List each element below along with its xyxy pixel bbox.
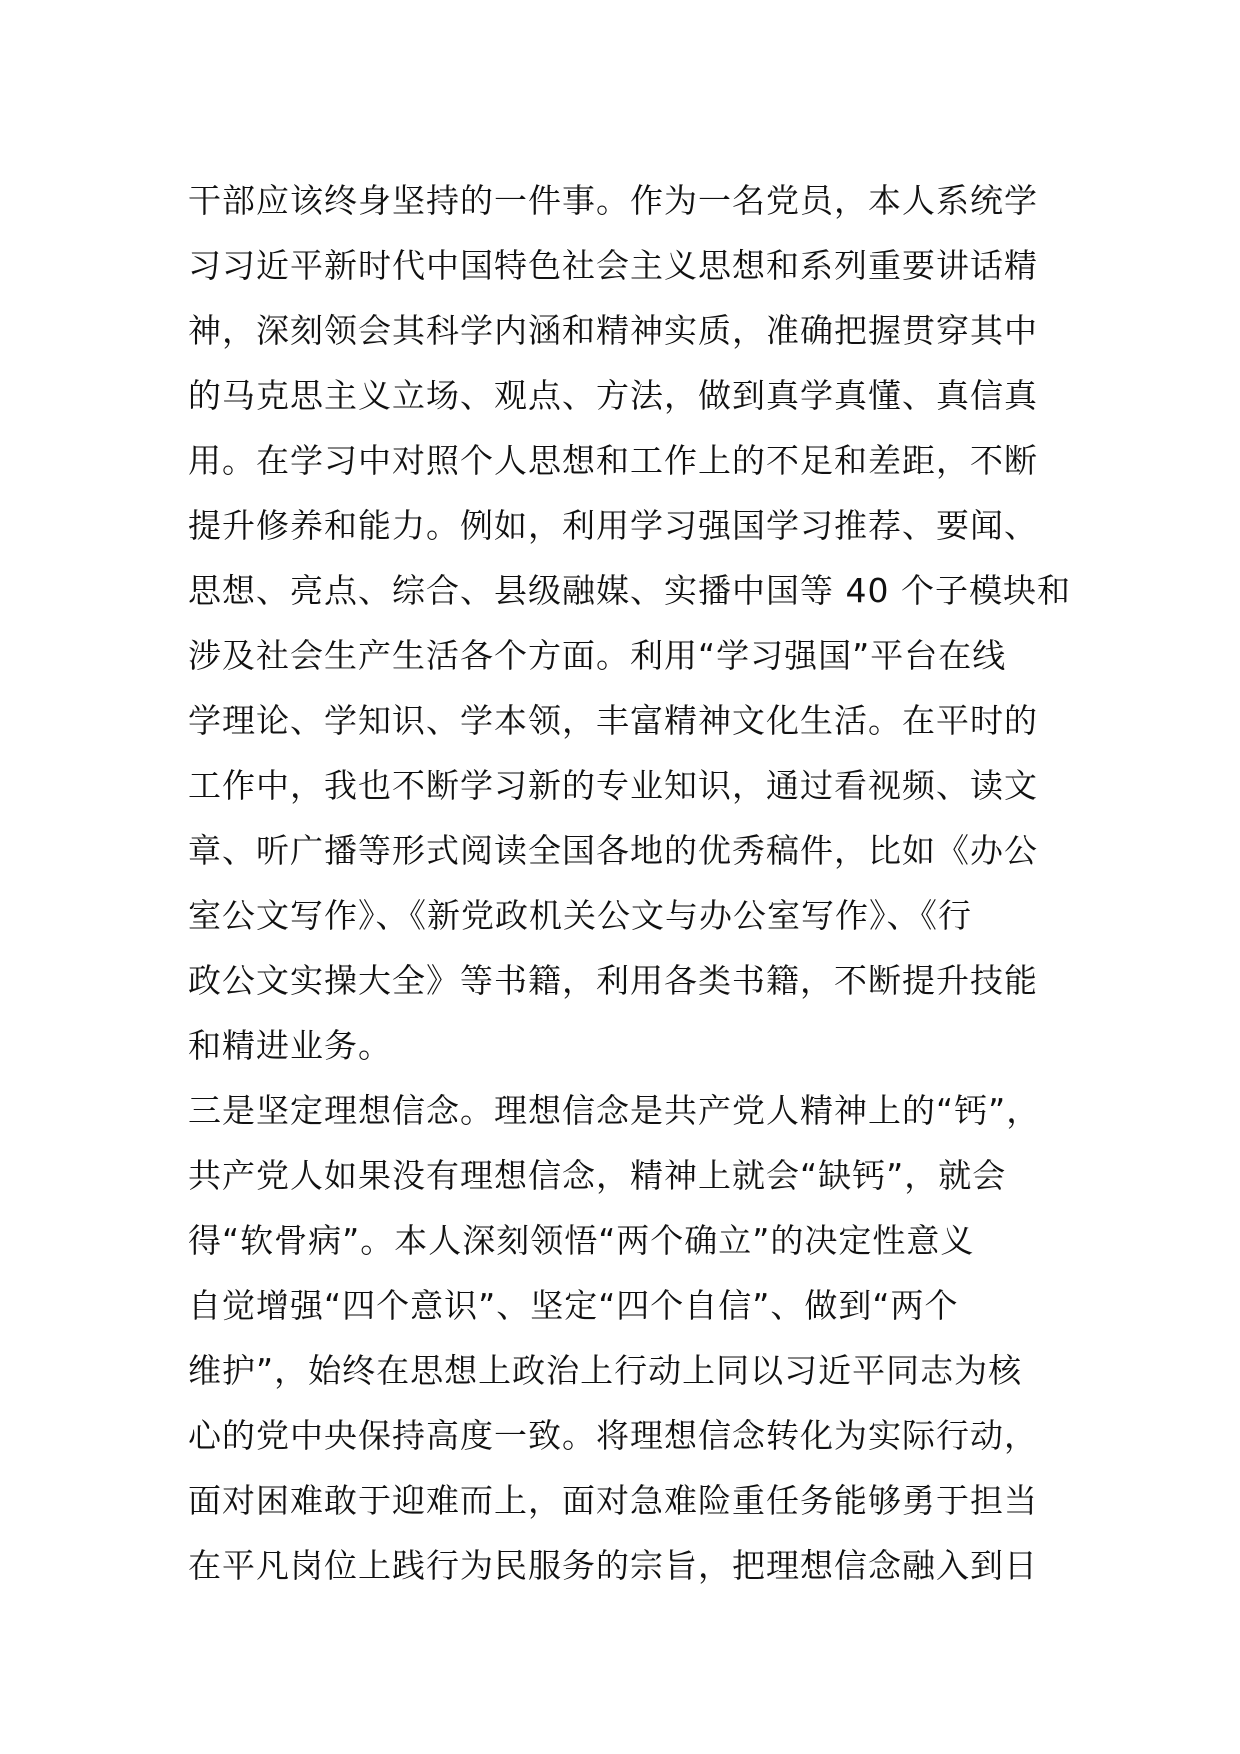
text-line: 面对困难敢于迎难而上，面对急难险重任务能够勇于担当: [188, 1481, 1038, 1520]
text-line: 学理论、学知识、学本领，丰富精神文化生活。在平时的: [188, 701, 1038, 740]
text-line: 在平凡岗位上践行为民服务的宗旨，把理想信念融入到日: [188, 1546, 1038, 1585]
body-text: [188, 168, 1088, 1598]
text-line: 得“软骨病”。本人深刻领悟“两个确立”的决定性意义: [188, 1221, 975, 1260]
text-line: 用。在学习中对照个人思想和工作上的不足和差距，不断: [188, 441, 1038, 480]
text-line: 章、听广播等形式阅读全国各地的优秀稿件，比如《办公: [188, 831, 1038, 870]
text-line: 维护”，始终在思想上政治上行动上同以习近平同志为核: [188, 1351, 1023, 1390]
text-line: 思想、亮点、综合、县级融媒、实播中国等 40 个子模块和: [188, 571, 1071, 610]
text-line: 工作中，我也不断学习新的专业知识，通过看视频、读文: [188, 766, 1038, 805]
text-line: 室公文写作》、《新党政机关公文与办公室写作》、《行: [188, 896, 972, 935]
text-line: 自觉增强“四个意识”、坚定“四个自信”、做到“两个: [188, 1286, 959, 1325]
text-line: 共产党人如果没有理想信念，精神上就会“缺钙”，就会: [188, 1156, 1007, 1195]
text-line: 涉及社会生产生活各个方面。利用“学习强国”平台在线: [188, 636, 1007, 675]
text-line: 和精进业务。: [188, 1026, 392, 1065]
text-line: 神，深刻领会其科学内涵和精神实质，准确把握贯穿其中: [188, 311, 1038, 350]
text-line: 干部应该终身坚持的一件事。作为一名党员，本人系统学: [188, 181, 1038, 220]
text-line: 政公文实操大全》等书籍，利用各类书籍，不断提升技能: [188, 961, 1038, 1000]
text-line: 提升修养和能力。例如，利用学习强国学习推荐、要闻、: [188, 506, 1038, 545]
text-line: 心的党中央保持高度一致。将理想信念转化为实际行动，: [188, 1416, 1038, 1455]
text-line: 习习近平新时代中国特色社会主义思想和系列重要讲话精: [188, 246, 1038, 285]
text-line: 的马克思主义立场、观点、方法，做到真学真懂、真信真: [188, 376, 1038, 415]
paragraph-start-line: 三是坚定理想信念。理想信念是共产党人精神上的“钙”，: [188, 1091, 1041, 1130]
